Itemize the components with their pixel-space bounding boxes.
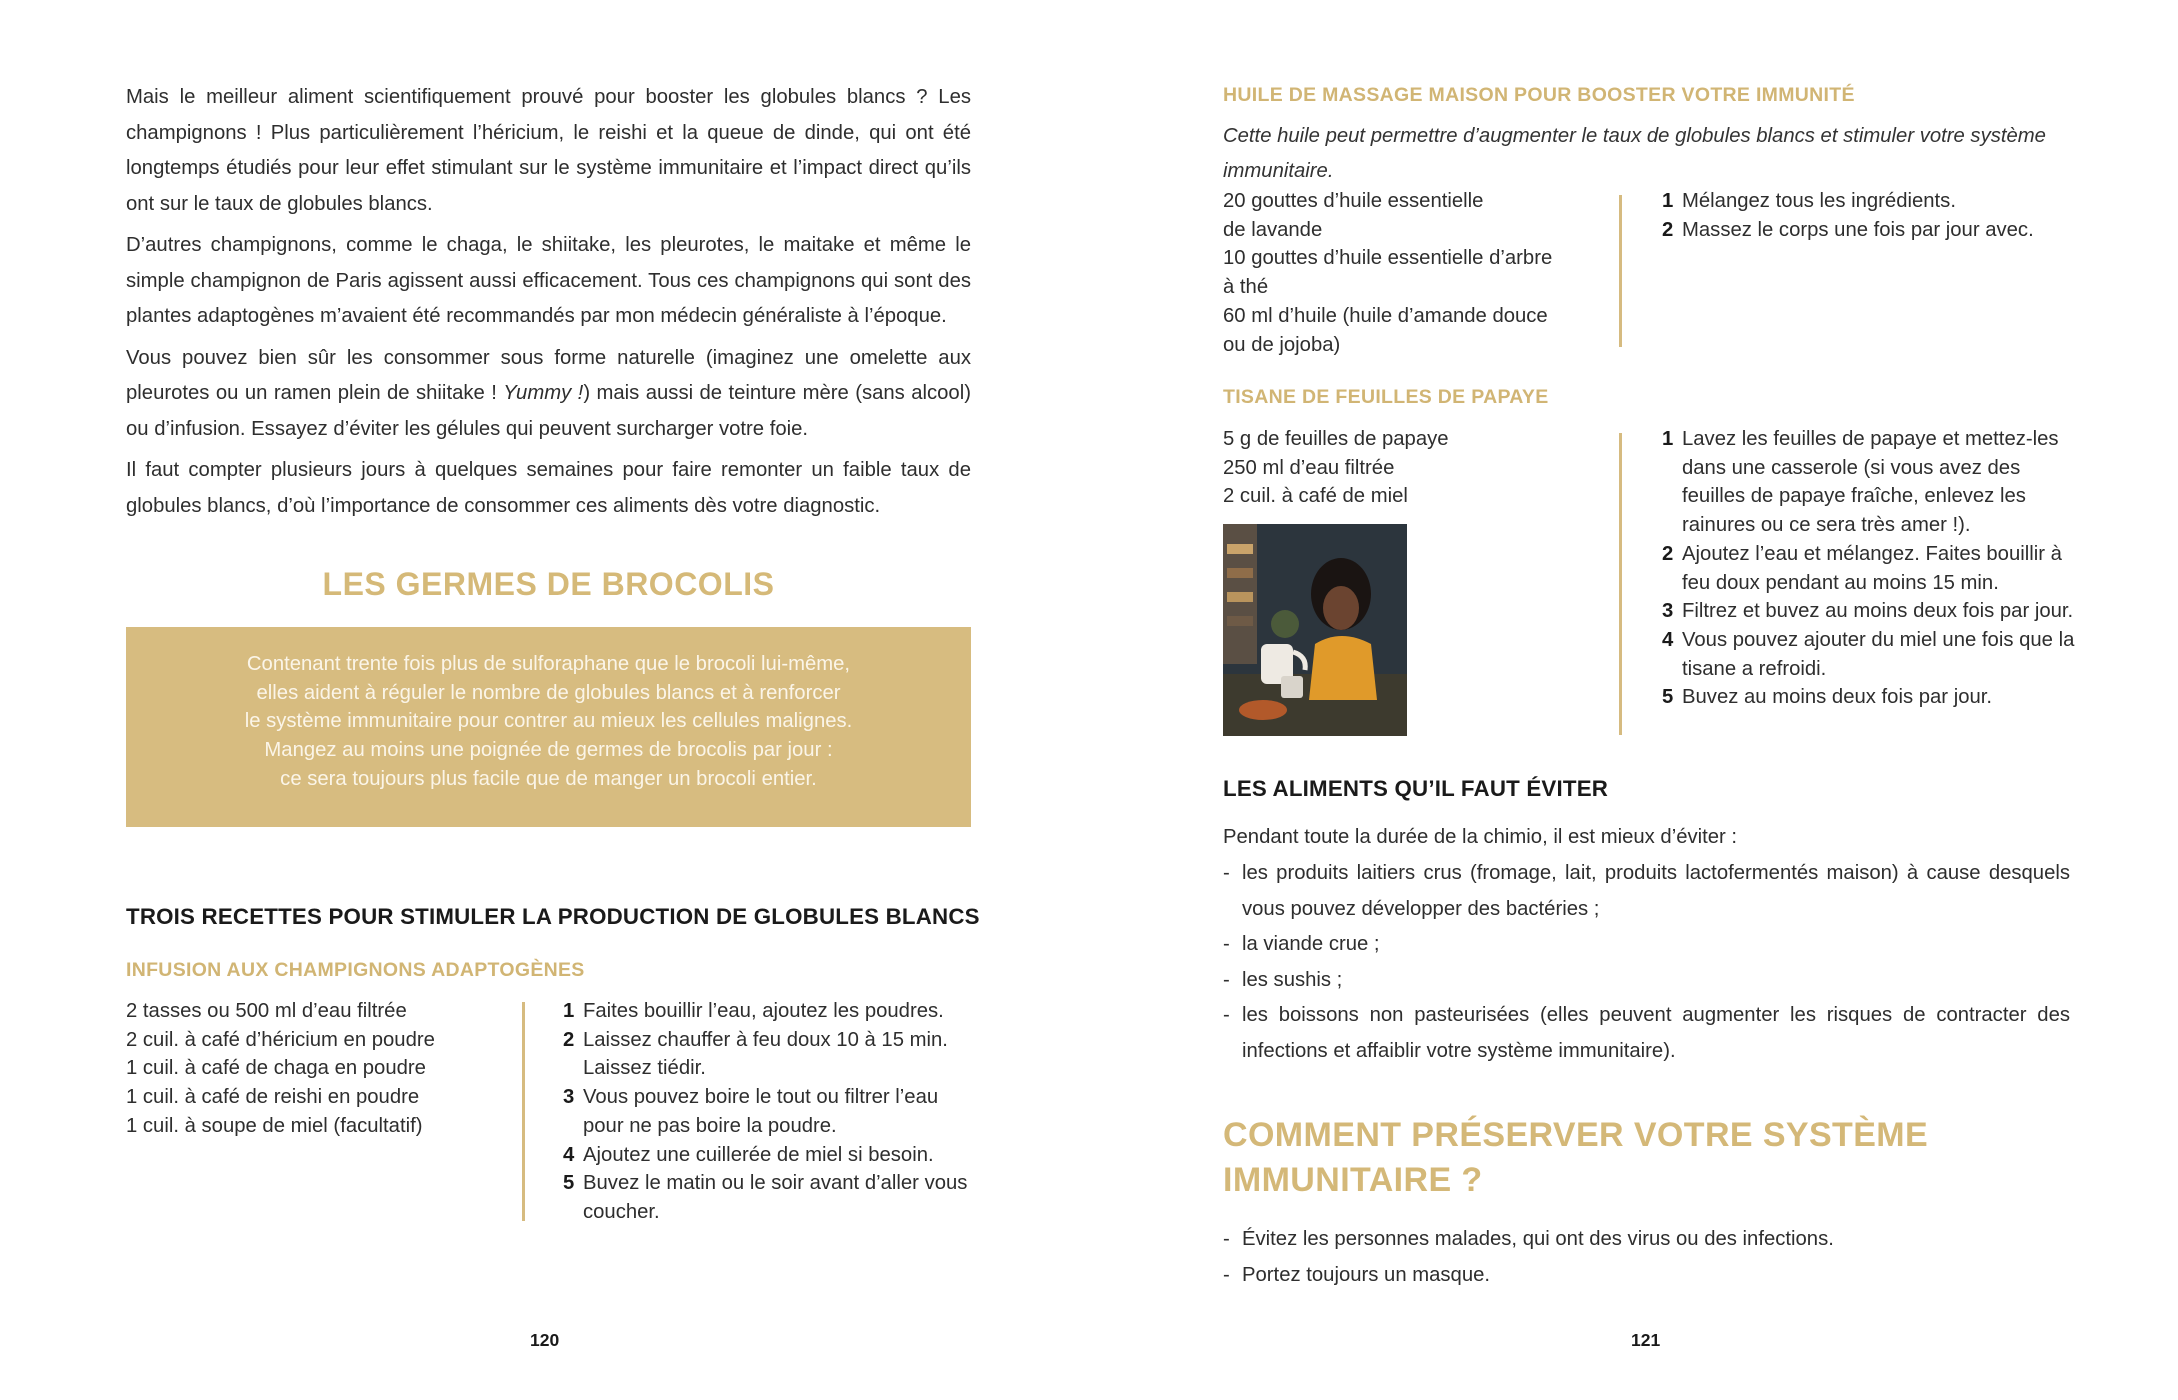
preserve-list: [1223, 1222, 2070, 1293]
massage-divider: [1619, 195, 1622, 347]
tea-photo-illustration: [1223, 524, 1407, 736]
step-number: 5: [563, 1172, 575, 1195]
list-item: - Évitez les personnes malades, qui ont des virus ou des infections.: [1223, 1222, 2070, 1258]
intro-text: [126, 80, 971, 530]
paragraph-consumption: [126, 341, 971, 448]
ingredient-item: ou de jojoba): [1223, 333, 1341, 356]
avoid-heading: LES ALIMENTS QU’IL FAUT ÉVITER: [1223, 776, 1609, 801]
list-item: - la viande crue ;: [1223, 927, 2070, 963]
infusion-title: INFUSION AUX CHAMPIGNONS ADAPTOGÈNES: [126, 959, 585, 981]
step-text: Buvez le matin ou le soir avant d’aller vous coucher.: [583, 1172, 968, 1223]
step-number: 4: [1662, 628, 1674, 651]
ingredient-item: 2 cuil. à café d’héricium en poudre: [126, 1028, 435, 1051]
step-item: [1662, 626, 2082, 683]
step-text: Vous pouvez ajouter du miel une fois que la tisane a refroidi.: [1682, 628, 2075, 680]
ingredient-item: 250 ml d’eau filtrée: [1223, 456, 1395, 479]
step-item: [563, 1141, 973, 1170]
ingredient-item: 1 cuil. à soupe de miel (facultatif): [126, 1114, 423, 1137]
papaya-ingredients: [1223, 425, 1623, 511]
ingredient-item: de lavande: [1223, 218, 1323, 241]
tea-photo: [1223, 524, 1407, 736]
step-text: Vous pouvez boire le tout ou filtrer l’eau pour ne pas boire la poudre.: [583, 1086, 939, 1137]
avoid-intro: Pendant toute la durée de la chimio, il est mieux d’éviter :: [1223, 826, 1738, 848]
infusion-divider: [522, 1002, 525, 1221]
step-item: [1662, 683, 2082, 712]
step-text: Faites bouillir l’eau, ajoutez les poudres.: [583, 1000, 944, 1022]
step-number: 1: [1662, 190, 1674, 212]
avoid-list: [1223, 856, 2070, 1069]
ingredient-item: 2 cuil. à café de miel: [1223, 485, 1408, 508]
ingredient-item: 2 tasses ou 500 ml d’eau filtrée: [126, 1000, 407, 1022]
step-item: [563, 1026, 973, 1083]
list-item: - Portez toujours un masque.: [1223, 1258, 2070, 1294]
paragraph-other-mushrooms: D’autres champignons, comme le chaga, le shiitake, les pleurotes, le maitake et même le simple champignon de Paris agissent aussi efficacement. Tous ces champignons qui sont des plantes adaptogènes m’avaient été recommandés par mon médecin généraliste à l’époque.: [126, 234, 971, 327]
ingredient-item: 60 ml d’huile (huile d’amande douce: [1223, 304, 1548, 327]
papaya-title: TISANE DE FEUILLES DE PAPAYE: [1223, 386, 1549, 408]
massage-intro: Cette huile peut permettre d’augmenter le taux de globules blancs et stimuler votre système immunitaire.: [1223, 125, 2046, 182]
paragraph-consumption-start: Vous pouvez bien sûr les consommer sous forme naturelle (imaginez une omelette aux pleurotes ou un ramen plein de shiitake !: [126, 346, 971, 404]
step-item: [1662, 216, 2082, 245]
ingredient-item: 10 gouttes d’huile essentielle d’arbre: [1223, 247, 1553, 270]
step-text: Laissez chauffer à feu doux 10 à 15 min. Laissez tiédir.: [583, 1028, 948, 1080]
ingredient-item: 5 g de feuilles de papaye: [1223, 428, 1449, 450]
step-text: Filtrez et buvez au moins deux fois par jour.: [1682, 600, 2074, 623]
list-item: - les produits laitiers crus (fromage, lait, produits lactofermentés maison) à cause desquels vous pouvez développer des bactéries ;: [1223, 856, 2070, 927]
step-number: 3: [1662, 600, 1674, 623]
paragraph-consumption-end: ) mais aussi de teinture mère (sans alcool) ou d’infusion. Essayez d’éviter les gélules qui peuvent surcharger votre foie.: [126, 382, 971, 440]
step-number: 2: [563, 1028, 575, 1051]
yummy-emphasis: Yummy !: [503, 382, 584, 404]
preserve-heading: [1223, 1113, 2023, 1203]
step-text: Massez le corps une fois par jour avec.: [1682, 218, 2034, 241]
massage-ingredients: [1223, 187, 1623, 359]
step-text: Mélangez tous les ingrédients.: [1682, 190, 1956, 212]
step-item: [1662, 597, 2082, 626]
step-text: Ajoutez l’eau et mélangez. Faites bouillir à feu doux pendant au moins 15 min.: [1682, 542, 2062, 594]
ingredient-item: à thé: [1223, 276, 1269, 299]
paragraph-duration: Il faut compter plusieurs jours à quelques semaines pour faire remonter un faible taux de globules blancs, d’où l’importance de consommer ces aliments dès votre diagnostic.: [126, 459, 971, 517]
step-number: 3: [563, 1086, 575, 1109]
step-text: Lavez les feuilles de papaye et mettez-les dans une casserole (si vous avez des feuilles de papaye fraîche, enlevez les rainures ou ce sera très amer !).: [1682, 428, 2059, 537]
step-item: [563, 1083, 973, 1140]
step-number: 2: [1662, 542, 1674, 565]
ingredient-item: 20 gouttes d’huile essentielle: [1223, 190, 1484, 212]
step-text: Buvez au moins deux fois par jour.: [1682, 686, 1993, 709]
step-number: 1: [563, 1000, 575, 1022]
ingredient-item: 1 cuil. à café de reishi en poudre: [126, 1086, 420, 1109]
papaya-divider: [1619, 433, 1622, 735]
paragraph-mushrooms: Mais le meilleur aliment scientifiquement prouvé pour booster les globules blancs ? Les champignons ! Plus particulièrement l’héricium, le reishi et la queue de dinde, qui ont été longtemps étudiés pour leur effet stimulant sur le système immunitaire et l’impact direct qu’ils ont sur le taux de globules blancs.: [126, 86, 971, 215]
list-item: - les boissons non pasteurisées (elles peuvent augmenter les risques de contracter des infections et affaiblir votre système immunitaire).: [1223, 998, 2070, 1069]
step-number: 2: [1662, 218, 1674, 241]
preserve-heading-line: COMMENT PRÉSERVER VOTRE SYSTÈME: [1223, 1116, 1929, 1154]
step-item: [563, 997, 973, 1026]
list-item: - les sushis ;: [1223, 963, 2070, 999]
broccoli-box: [126, 627, 971, 827]
page-number: 121: [1631, 1330, 1661, 1350]
step-text: Ajoutez une cuillerée de miel si besoin.: [583, 1143, 934, 1166]
infusion-steps: [563, 997, 973, 1227]
massage-title: HUILE DE MASSAGE MAISON POUR BOOSTER VOTRE IMMUNITÉ: [1223, 84, 1855, 106]
recipes-heading: TROIS RECETTES POUR STIMULER LA PRODUCTION DE GLOBULES BLANCS: [126, 904, 980, 929]
step-item: [1662, 540, 2082, 597]
ingredient-item: 1 cuil. à café de chaga en poudre: [126, 1057, 426, 1080]
step-item: [1662, 425, 2082, 540]
right-page: [1089, 0, 2178, 1400]
step-item: [563, 1169, 973, 1226]
broccoli-box-line: Mangez au moins une poignée de germes de brocolis par jour :: [264, 739, 833, 762]
broccoli-box-line: Contenant trente fois plus de sulforaphane que le brocoli lui-même,: [246, 653, 851, 675]
papaya-steps: [1662, 425, 2082, 712]
broccoli-heading: LES GERMES DE BROCOLIS: [322, 566, 775, 602]
step-item: [1662, 187, 2082, 216]
step-number: 4: [563, 1143, 575, 1166]
step-number: 1: [1662, 428, 1674, 450]
infusion-ingredients: [126, 997, 526, 1141]
broccoli-box-line: elles aident à réguler le nombre de globules blancs et à renforcer: [256, 681, 841, 704]
massage-steps: [1662, 187, 2082, 244]
broccoli-box-line: le système immunitaire pour contrer au mieux les cellules malignes.: [244, 710, 853, 733]
preserve-heading-line: IMMUNITAIRE ?: [1223, 1161, 1483, 1199]
page-number: 120: [530, 1330, 560, 1350]
broccoli-box-line: ce sera toujours plus facile que de manger un brocoli entier.: [280, 767, 817, 790]
step-number: 5: [1662, 686, 1674, 709]
